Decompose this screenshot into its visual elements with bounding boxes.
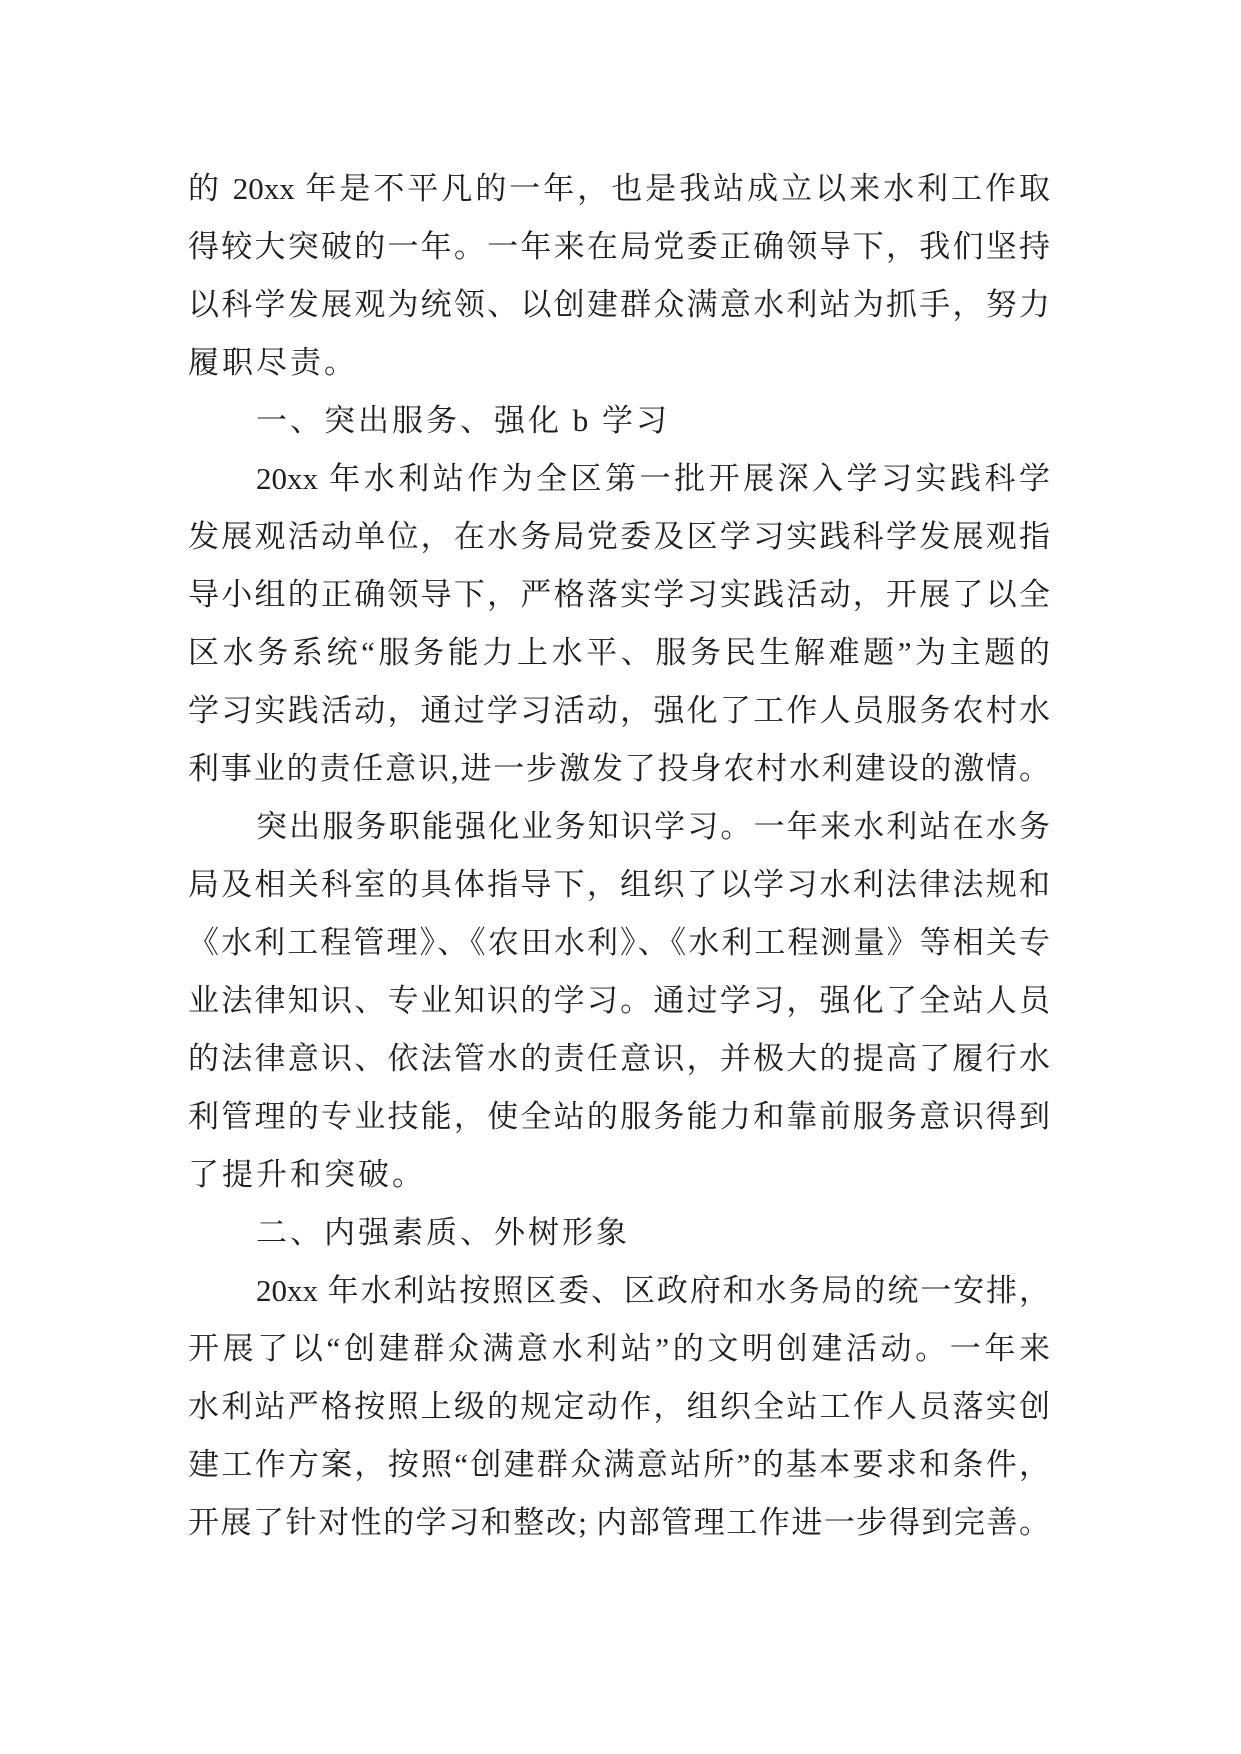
text-line: 利管理的专业技能，使全站的服务能力和靠前服务意识得到 [188,1099,1050,1134]
text-line: 《水利工程管理》、《农田水利》、《水利工程测量》等相关专 [188,925,1050,960]
text-line: 学习实践活动，通过学习活动，强化了工作人员服务农村水 [188,693,1050,728]
paragraph-body [188,1262,1050,1552]
text-line: 20xx 年水利站作为全区第一批开展深入学习实践科学 [256,461,1050,496]
text-line: 水利站严格按照上级的规定动作，组织全站工作人员落实创 [188,1389,1050,1424]
text-line: 发展观活动单位，在水务局党委及区学习实践科学发展观指 [188,519,1050,554]
text-line: 局及相关科室的具体指导下，组织了以学习水利法律法规和 [188,867,1050,902]
text-line: 的法律意识、依法管水的责任意识，并极大的提高了履行水 [188,1041,1050,1076]
text-line: 开展了以“创建群众满意水利站”的文明创建活动。一年来 [188,1331,1050,1366]
text-line: 得较大突破的一年。一年来在局党委正确领导下，我们坚持 [188,229,1050,264]
paragraph-continuation [188,160,1050,392]
text-line: 的 20xx 年是不平凡的一年，也是我站成立以来水利工作取 [188,171,1050,206]
section-1 [188,392,1050,450]
text-line: 建工作方案，按照“创建群众满意站所”的基本要求和条件， [188,1447,1050,1482]
document-text [188,160,1050,1552]
text-line: 开展了针对性的学习和整改; 内部管理工作进一步得到完善。 [188,1505,1050,1540]
paragraph-body [188,450,1050,798]
text-line: 突出服务职能强化业务知识学习。一年来水利站在水务 [256,809,1050,844]
text-line: 业法律知识、专业知识的学习。通过学习，强化了全站人员 [188,983,1050,1018]
text-line: 以科学发展观为统领、以创建群众满意水利站为抓手，努力 [188,287,1050,322]
text-line: 区水务系统“服务能力上水平、服务民生解难题”为主题的 [188,635,1050,670]
text-line: 利事业的责任意识,进一步激发了投身农村水利建设的激情。 [188,751,1050,786]
section-heading: 一、突出服务、强化 b 学习 [256,403,670,438]
text-line: 了提升和突破。 [188,1157,426,1192]
text-line: 履职尽责。 [188,345,358,380]
section-heading: 二、内强素质、外树形象 [256,1215,630,1250]
section-2 [188,1204,1050,1262]
paragraph-body [188,798,1050,1204]
text-line: 20xx 年水利站按照区委、区政府和水务局的统一安排， [256,1273,1050,1308]
text-line: 导小组的正确领导下，严格落实学习实践活动，开展了以全 [188,577,1050,612]
